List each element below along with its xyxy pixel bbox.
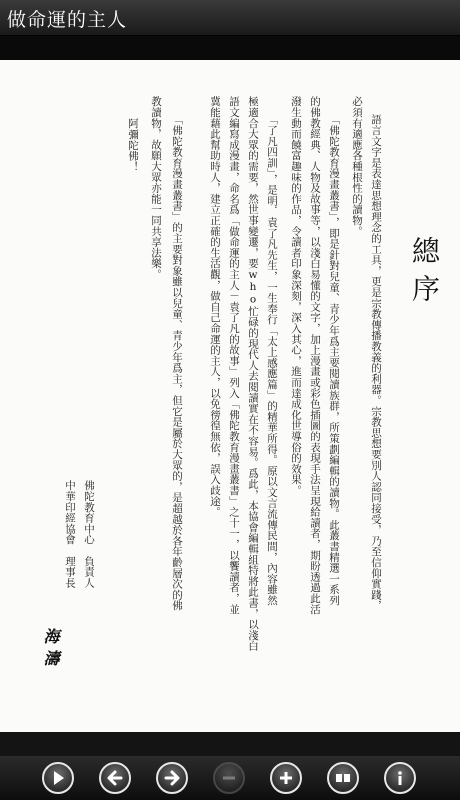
text-column: 阿彌陀佛！ [127, 118, 139, 172]
signature-line: 中華印經協會 理事長 [64, 480, 76, 588]
minus-icon [219, 768, 239, 788]
next-page-button[interactable] [156, 762, 188, 794]
plus-icon [276, 768, 296, 788]
text-column: 語言文字是表達思想理念的工具，更是宗教傳播教義的利器。宗教思想要別人認同接受，乃至信仰實踐， [370, 114, 382, 611]
arrow-left-icon [105, 768, 125, 788]
text-column: 冀能藉此幫助時人，建立正確的生活觀，做自己命運的主人，以免徬徨無依，誤入歧途。 [209, 96, 221, 518]
bottom-toolbar [0, 756, 460, 800]
text-column: 「佛陀教育漫畫叢書」，即是針對兒童、青少年爲主要閱讀族群，所策劃編輯的讀物。此叢書精選一系列 [328, 114, 340, 606]
arrow-right-icon [162, 768, 182, 788]
document-heading: 總序 [408, 236, 441, 312]
signature-line: 佛陀教育中心 負責人 [83, 480, 95, 588]
document-page[interactable] [0, 60, 460, 732]
text-column: 「了凡四訓」，是明．袁了凡先生，一生奉行「太上感應篇」的精華所得。原以文言流傳民間，內容雖然 [266, 114, 278, 606]
signer-name: 海濤 [41, 628, 60, 672]
text-column: 的佛教經典、人物及故事等，以淺白易懂的文字，加上漫畫或彩色插圖的表現手法呈現給讀者，期盼透過此活 [309, 96, 321, 615]
top-band [0, 36, 460, 60]
info-button[interactable] [384, 762, 416, 794]
text-column: 「佛陀教育漫畫叢書」的主要對象雖以兒童、青少年爲主，但它是屬於大眾的，是超越於各年齡層次的佛 [171, 114, 183, 611]
text-column: 語文編寫成漫畫，命名爲「做命運的主人－袁了凡的故事」列入「佛陀教育漫畫叢書」之十一，以饗讀者，並 [228, 96, 240, 615]
play-icon [48, 768, 68, 788]
zoom-out-button[interactable] [213, 762, 245, 794]
info-icon [390, 768, 410, 788]
previous-page-button[interactable] [99, 762, 131, 794]
app-title: 做命運的主人 [7, 9, 128, 31]
text-column: 教讀物，故願大眾亦能一同共享法樂。 [150, 96, 162, 280]
text-column: 必須有適應各種根性的讀物。 [351, 96, 363, 237]
play-button[interactable] [42, 762, 74, 794]
title-bar [0, 0, 460, 36]
text-column: 潑生動而饒富趣味的作品，令讀者印象深刻，深入其心，進而達成化世導俗的效果。 [290, 96, 302, 496]
text-column: 極適合大眾的需要，然世事變遷，要who忙碌的現代人去閱讀實在不容易。爲此，本協會編輯組特將此書，以淺白 [247, 96, 259, 652]
page-layout-button[interactable] [327, 762, 359, 794]
two-page-icon [333, 768, 353, 788]
bottom-band [0, 732, 460, 756]
zoom-in-button[interactable] [270, 762, 302, 794]
